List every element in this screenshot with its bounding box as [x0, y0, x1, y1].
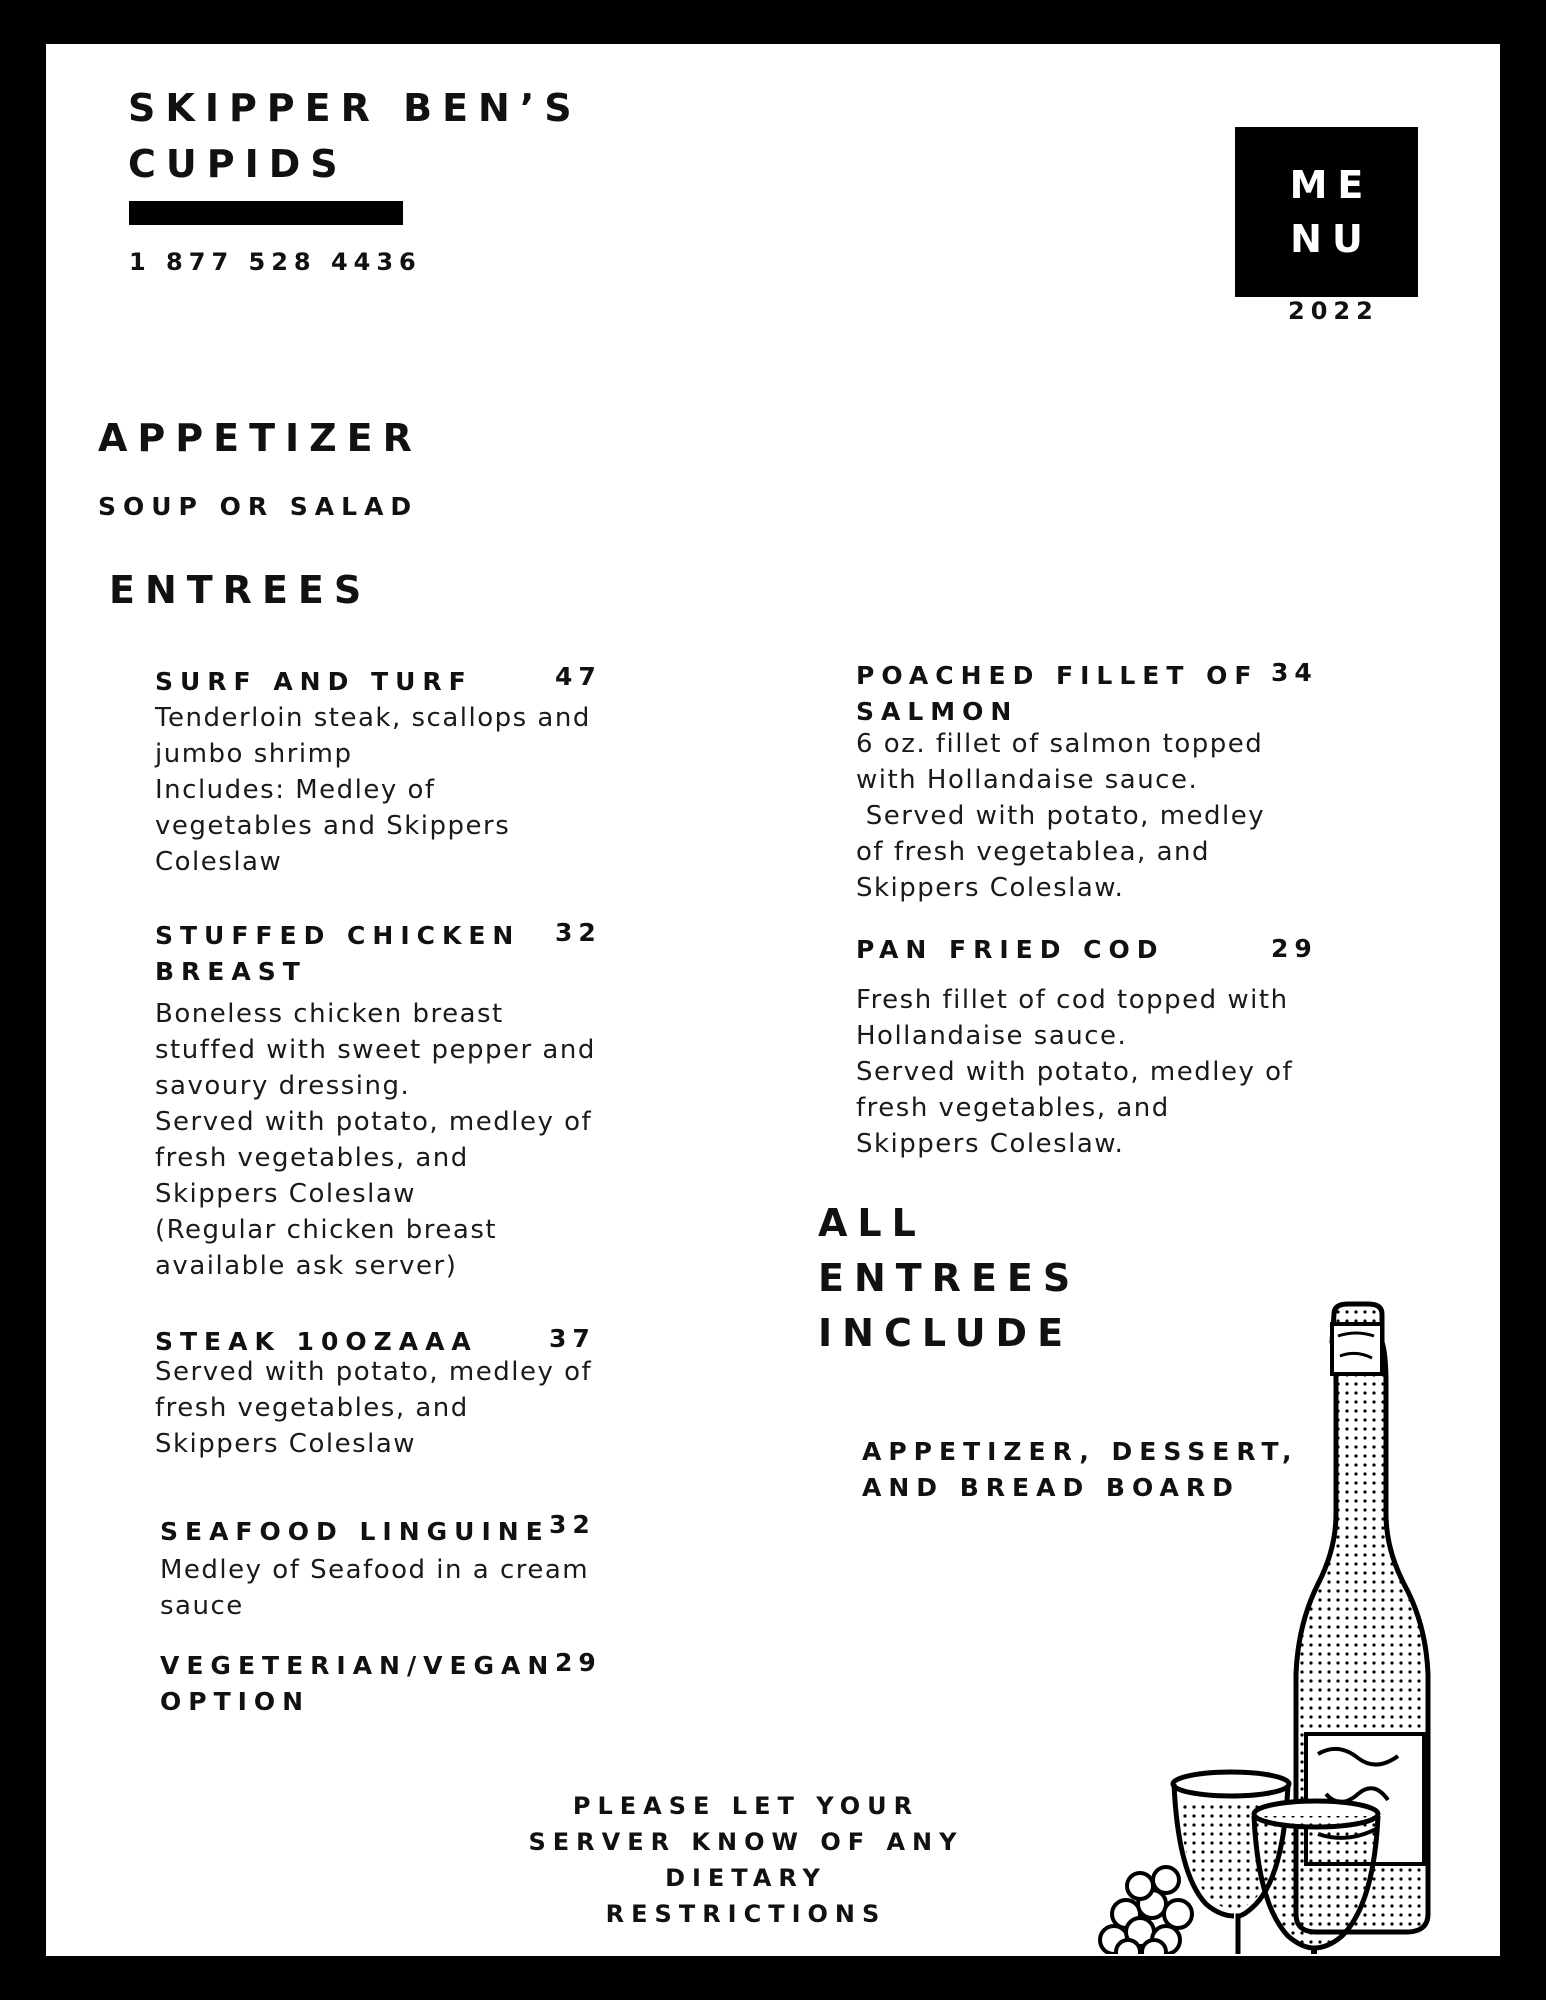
item-name-vegetarian-vegan: VEGETERIAN/VEGAN OPTION — [160, 1651, 556, 1716]
menu-badge: ME NU — [1235, 127, 1418, 297]
item-desc-poached-salmon: 6 oz. fillet of salmon topped with Hollandaise sauce. Served with potato, medley of fresh vegetablea, and Skippers Coleslaw. — [856, 729, 1266, 903]
item-name-steak: STEAK 10OZAAA — [155, 1327, 478, 1356]
wine-bottle-glasses-grapes-icon — [1056, 1264, 1496, 1954]
item-desc-seafood-linguine: Medley of Seafood in a cream sauce — [160, 1555, 590, 1621]
item-name-stuffed-chicken-breast: STUFFED CHICKEN BREAST — [155, 921, 521, 986]
item-desc-stuffed-chicken-breast: Boneless chicken breast stuffed with sweet pepper and savoury dressing. Served with potato, medley of fresh vegetables, and Skippers Coleslaw (Regular chicken breast available ask server) — [155, 999, 596, 1281]
includes-text: APPETIZER, DESSERT, AND BREAD BOARD — [862, 1437, 1299, 1502]
item-name-pan-fried-cod: PAN FRIED COD — [856, 935, 1165, 964]
item-desc-steak: Served with potato, medley of fresh vegetables, and Skippers Coleslaw — [155, 1357, 593, 1459]
item-price-surf-and-turf: 47 — [555, 662, 602, 691]
appetizer-text: SOUP OR SALAD — [98, 492, 419, 521]
item-price-steak: 37 — [549, 1324, 596, 1353]
title-underline — [129, 201, 403, 225]
menu-year: 2022 — [1288, 297, 1379, 325]
item-name-seafood-linguine: SEAFOOD LINGUINE — [160, 1517, 550, 1546]
menu-page — [46, 44, 1500, 1956]
restaurant-title: SKIPPER BEN’S CUPIDS — [128, 86, 582, 186]
item-price-poached-salmon: 34 — [1271, 658, 1318, 687]
item-desc-surf-and-turf: Tenderloin steak, scallops and jumbo shrimp Includes: Medley of vegetables and Skippers Coleslaw — [155, 703, 591, 877]
appetizer-heading: APPETIZER — [98, 416, 422, 460]
item-desc-pan-fried-cod: Fresh fillet of cod topped with Hollandaise sauce. Served with potato, medley of fresh vegetables, and Skippers Coleslaw. — [856, 985, 1294, 1159]
dietary-notice: PLEASE LET YOUR SERVER KNOW OF ANY DIETARY RESTRICTIONS — [528, 1792, 964, 1928]
item-price-stuffed-chicken-breast: 32 — [555, 918, 602, 947]
item-price-vegetarian-vegan: 29 — [555, 1648, 602, 1677]
entrees-heading: ENTREES — [109, 568, 372, 612]
item-price-pan-fried-cod: 29 — [1271, 934, 1318, 963]
item-name-poached-salmon: POACHED FILLET OF SALMON — [856, 661, 1259, 726]
phone-number: 1 877 528 4436 — [129, 248, 422, 276]
item-price-seafood-linguine: 32 — [549, 1510, 596, 1539]
item-name-surf-and-turf: SURF AND TURF — [155, 667, 473, 696]
includes-heading: ALL ENTREES INCLUDE — [818, 1201, 1081, 1355]
